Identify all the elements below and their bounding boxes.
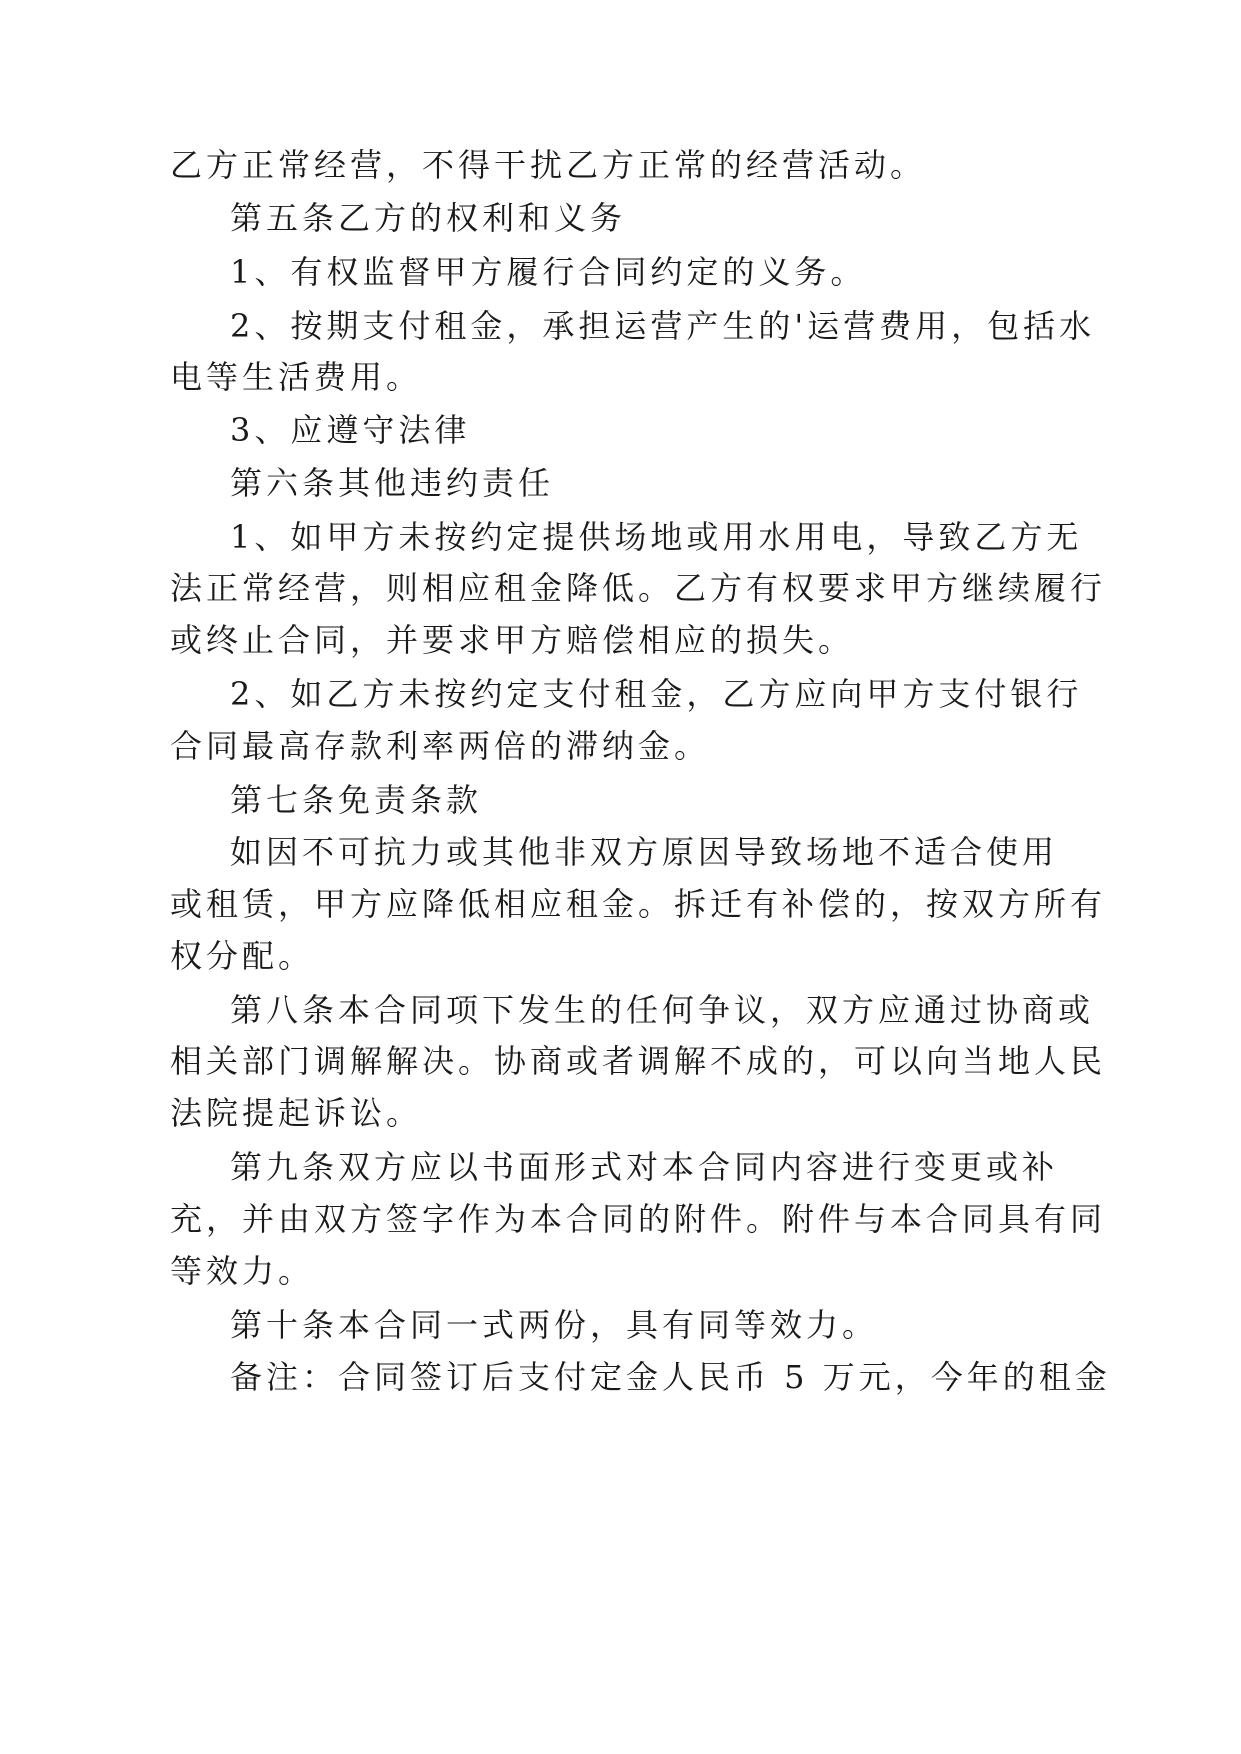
text-line: 第十条本合同一式两份，具有同等效力。	[230, 1306, 879, 1344]
text-line: 备注：合同签订后支付定金人民币 5 万元，今年的租金	[230, 1358, 1111, 1396]
text-line: 合同最高存款利率两倍的滞纳金。	[170, 727, 711, 765]
text-line: 3、应遵守法律	[230, 411, 471, 449]
text-line: 或租赁，甲方应降低相应租金。拆迁有补偿的，按双方所有	[170, 885, 1107, 923]
text-line: 第九条双方应以书面形式对本合同内容进行变更或补	[230, 1148, 1059, 1186]
text-line: 2、按期支付租金，承担运营产生的'运营费用，包括水	[230, 307, 1096, 345]
text-line: 法正常经营，则相应租金降低。乙方有权要求甲方继续履行	[170, 569, 1107, 607]
text-line: 权分配。	[170, 937, 315, 975]
text-line: 充，并由双方签字作为本合同的附件。附件与本合同具有同	[170, 1200, 1107, 1238]
text-line: 第六条其他违约责任	[230, 464, 555, 502]
text-line: 如因不可抗力或其他非双方原因导致场地不适合使用	[230, 833, 1059, 871]
text-line: 乙方正常经营，不得干扰乙方正常的经营活动。	[170, 146, 927, 184]
text-line: 相关部门调解解决。协商或者调解不成的，可以向当地人民	[170, 1042, 1107, 1080]
text-line: 1、如甲方未按约定提供场地或用水用电，导致乙方无	[230, 518, 1083, 556]
text-line: 等效力。	[170, 1252, 315, 1290]
text-line: 或终止合同，并要求甲方赔偿相应的损失。	[170, 621, 855, 659]
text-line: 第七条免责条款	[230, 781, 483, 819]
text-line: 第五条乙方的权利和义务	[230, 199, 627, 237]
text-line: 1、有权监督甲方履行合同约定的义务。	[230, 253, 867, 291]
text-line: 法院提起诉讼。	[170, 1094, 423, 1132]
text-line: 第八条本合同项下发生的任何争议，双方应通过协商或	[230, 991, 1095, 1029]
text-line: 2、如乙方未按约定支付租金，乙方应向甲方支付银行	[230, 675, 1083, 713]
text-line: 电等生活费用。	[170, 358, 423, 396]
